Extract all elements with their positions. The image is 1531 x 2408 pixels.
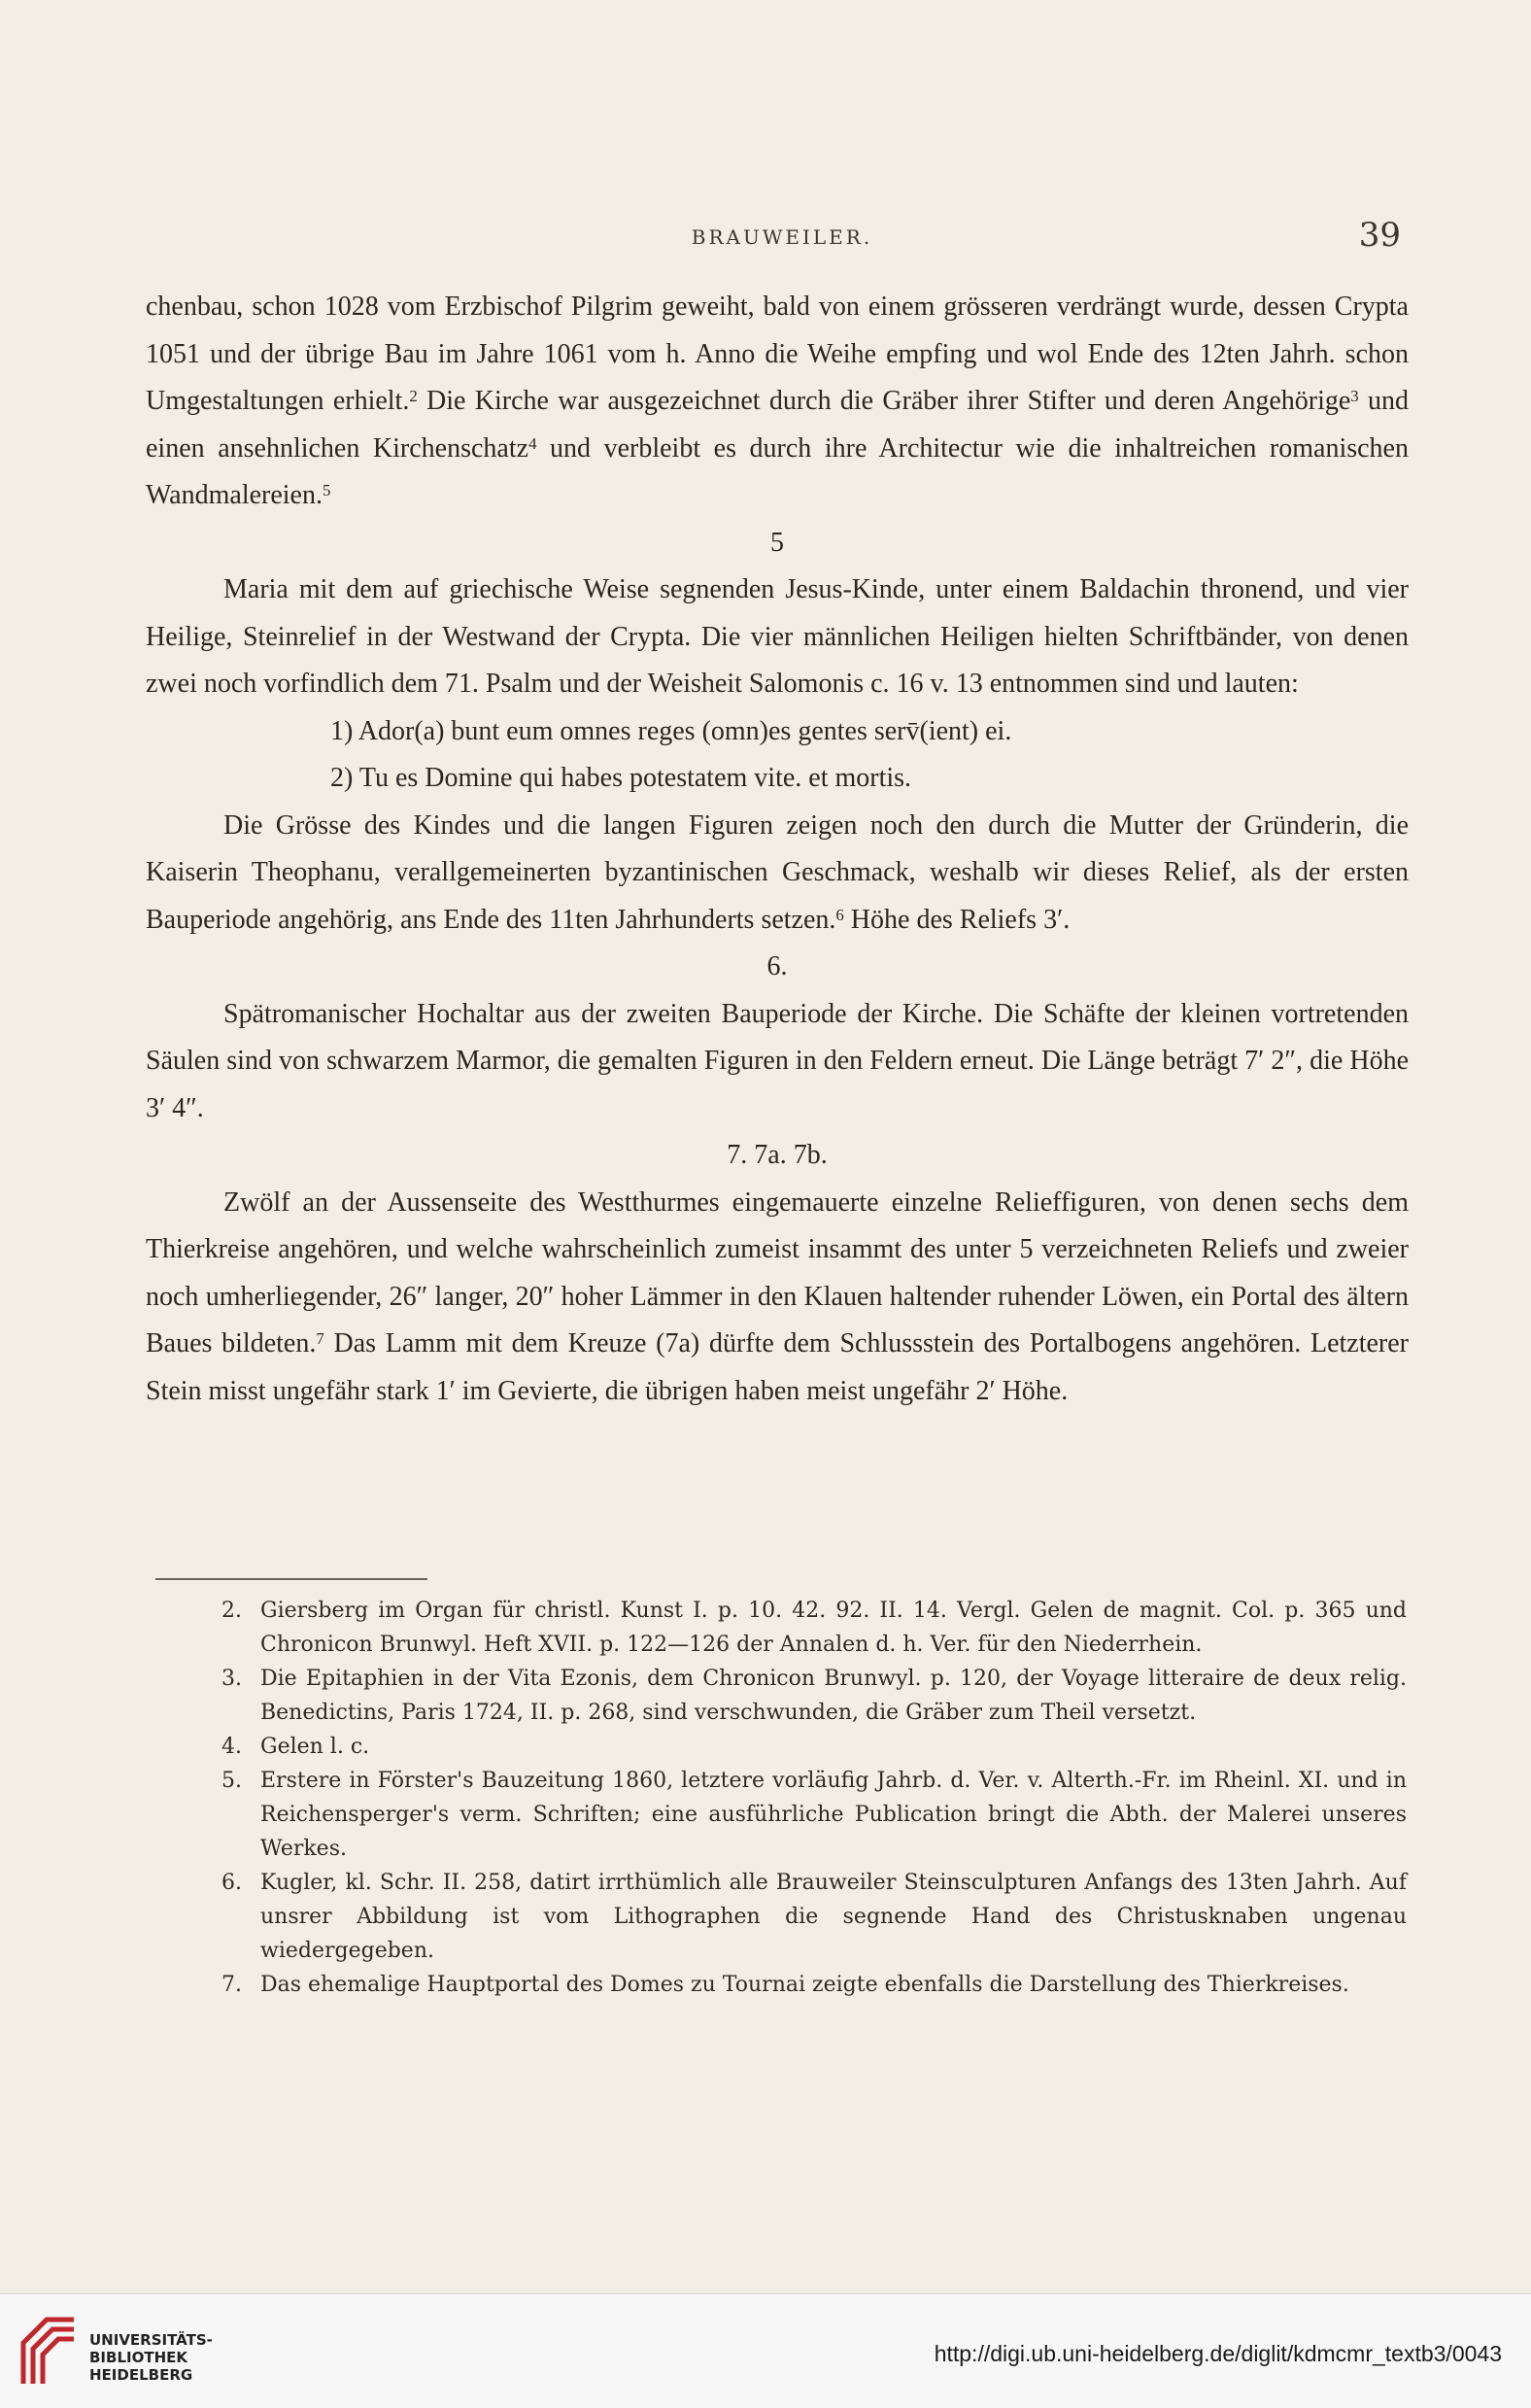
footnote: 7. Das ehemalige Hauptportal des Domes zu Tournai zeigte ebenfalls die Darstellung des Thierkreises.	[221, 1973, 1349, 1997]
paragraph-7: Zwölf an der Aussenseite des Westthurmes eingemauerte einzelne Relieffiguren, von denen sechs dem Thierkreise angehören, und welche wahrscheinlich zumeist insammt des unter 5 verzeichneten Reliefs und zweier noch umherliegender, 26″ langer, 20″ hoher Lämmer in den Klauen haltender ruhender Löwen, ein Portal des ältern Baues bildeten.$^7$ Das Lamm mit dem Kreuze (7a) dürfte dem Schlussstein des Portalbogens angehören. Letzterer Stein misst ungefähr stark 1′ im Gevierte, die übrigen haben meist ungefähr 2′ Höhe.	[146, 1187, 1410, 1406]
paragraph-intro: chenbau, schon 1028 vom Erzbischof Pilgrim geweiht, bald von einem grösseren verdrängt wurde, dessen Crypta 1051 und der übrige Bau im Jahre 1061 vom h. Anno die Weihe empfing und wol Ende des 12ten Jahrh. schon Umgestaltungen erhielt.$^2$ Die Kirche war ausgezeichnet durch die Gräber ihrer Stifter und deren Angehörige$^3$ und einen ansehnlichen Kirchenschatz$^4$ und verbleibt es durch ihre Architectur wie die inhaltreichen romanischen Wandmalereien.$^5$	[146, 292, 1409, 510]
inscription-1: 1) Ador(a) bunt eum omnes reges (omn)es gentes serv̄(ient) ei.	[330, 715, 1012, 746]
section-heading-5: 5	[770, 527, 784, 558]
library-footer	[0, 2293, 1531, 2408]
main-text	[146, 284, 1409, 1415]
footnotes	[221, 1594, 1407, 2002]
paragraph-6: Spätromanischer Hochaltar aus der zweiten Bauperiode der Kirche. Die Schäfte der kleinen vortretenden Säulen sind von schwarzem Marmor, die gemalten Figuren in den Feldern erneut. Die Länge beträgt 7′ 2″, die Höhe 3′ 4″.	[146, 998, 1409, 1123]
footnote: 2. Giersberg im Organ für christl. Kunst I. p. 10. 42. 92. II. 14. Vergl. Gelen de magnit. Col. p. 365 und Chronicon Brunwyl. Heft XVII. p. 122—126 der Annalen d. h. Ver. für den Niederrhein.	[221, 1599, 1407, 1657]
footnote-divider	[155, 1578, 427, 1580]
paragraph-5b: Die Grösse des Kindes und die langen Figuren zeigen noch den durch die Mutter der Gründerin, die Kaiserin Theophanu, verallgemeinerten byzantinischen Geschmack, weshalb wir dieses Relief, als der ersten Bauperiode angehörig, ans Ende des 11ten Jahrhunderts setzen.$^6$ Höhe des Reliefs 3′.	[146, 809, 1409, 935]
footnote-ref-6: 6	[835, 905, 844, 924]
footnote-ref-4: 4	[528, 433, 537, 453]
section-heading-6: 6.	[766, 951, 788, 981]
paragraph-5: Maria mit dem auf griechische Weise segnenden Jesus-Kinde, unter einem Baldachin thronend, und vier Heilige, Steinrelief in der Westwand der Crypta. Die vier männlichen Heiligen hielten Schriftbänder, von denen zwei noch vorfindlich dem 71. Psalm und der Weisheit Salomonis c. 16 v. 13 entnommen sind und lauten:	[146, 574, 1409, 699]
section-heading-7: 7. 7a. 7b.	[727, 1140, 828, 1170]
page-number: 39	[1358, 216, 1401, 255]
footnote-ref-7: 7	[316, 1329, 324, 1348]
footnote-ref-5: 5	[323, 481, 331, 499]
running-title: BRAUWEILER.	[691, 225, 873, 249]
footnote: 5. Erstere in Förster's Bauzeitung 1860, letztere vorläufig Jahrb. d. Ver. v. Alterth.-Fr. im Rheinl. XI. und in Reichensperger's verm. Schriften; eine ausführliche Publication bringt die Abth. der Malerei unseres Werkes.	[221, 1769, 1407, 1861]
permalink-url[interactable]: http://digi.ub.uni-heidelberg.de/diglit/kdmcmr_textb3/0043	[934, 2341, 1502, 2366]
footnote: 4. Gelen l. c.	[221, 1735, 370, 1759]
footnote: 3. Die Epitaphien in der Vita Ezonis, dem Chronicon Brunwyl. p. 120, der Voyage litteraire de deux relig. Benedictins, Paris 1724, II. p. 268, sind verschwunden, die Gräber zum Theil versetzt.	[221, 1667, 1407, 1725]
library-logo-icon	[17, 2314, 80, 2388]
footnote-ref-3: 3	[1350, 387, 1359, 405]
library-name: UNIVERSITÄTS- BIBLIOTHEK HEIDELBERG	[89, 2331, 213, 2384]
inscription-2: 2) Tu es Domine qui habes potestatem vite. et mortis.	[330, 763, 912, 793]
page-header	[155, 216, 1409, 264]
footnote: 6. Kugler, kl. Schr. II. 258, datirt irrthümlich alle Brauweiler Steinsculpturen Anfangs des 13ten Jahrh. Auf unsrer Abbildung ist vom Lithographen die segnende Hand des Christusknaben ungenau wiedergegeben.	[221, 1871, 1407, 1963]
footnote-ref-2: 2	[409, 387, 418, 405]
